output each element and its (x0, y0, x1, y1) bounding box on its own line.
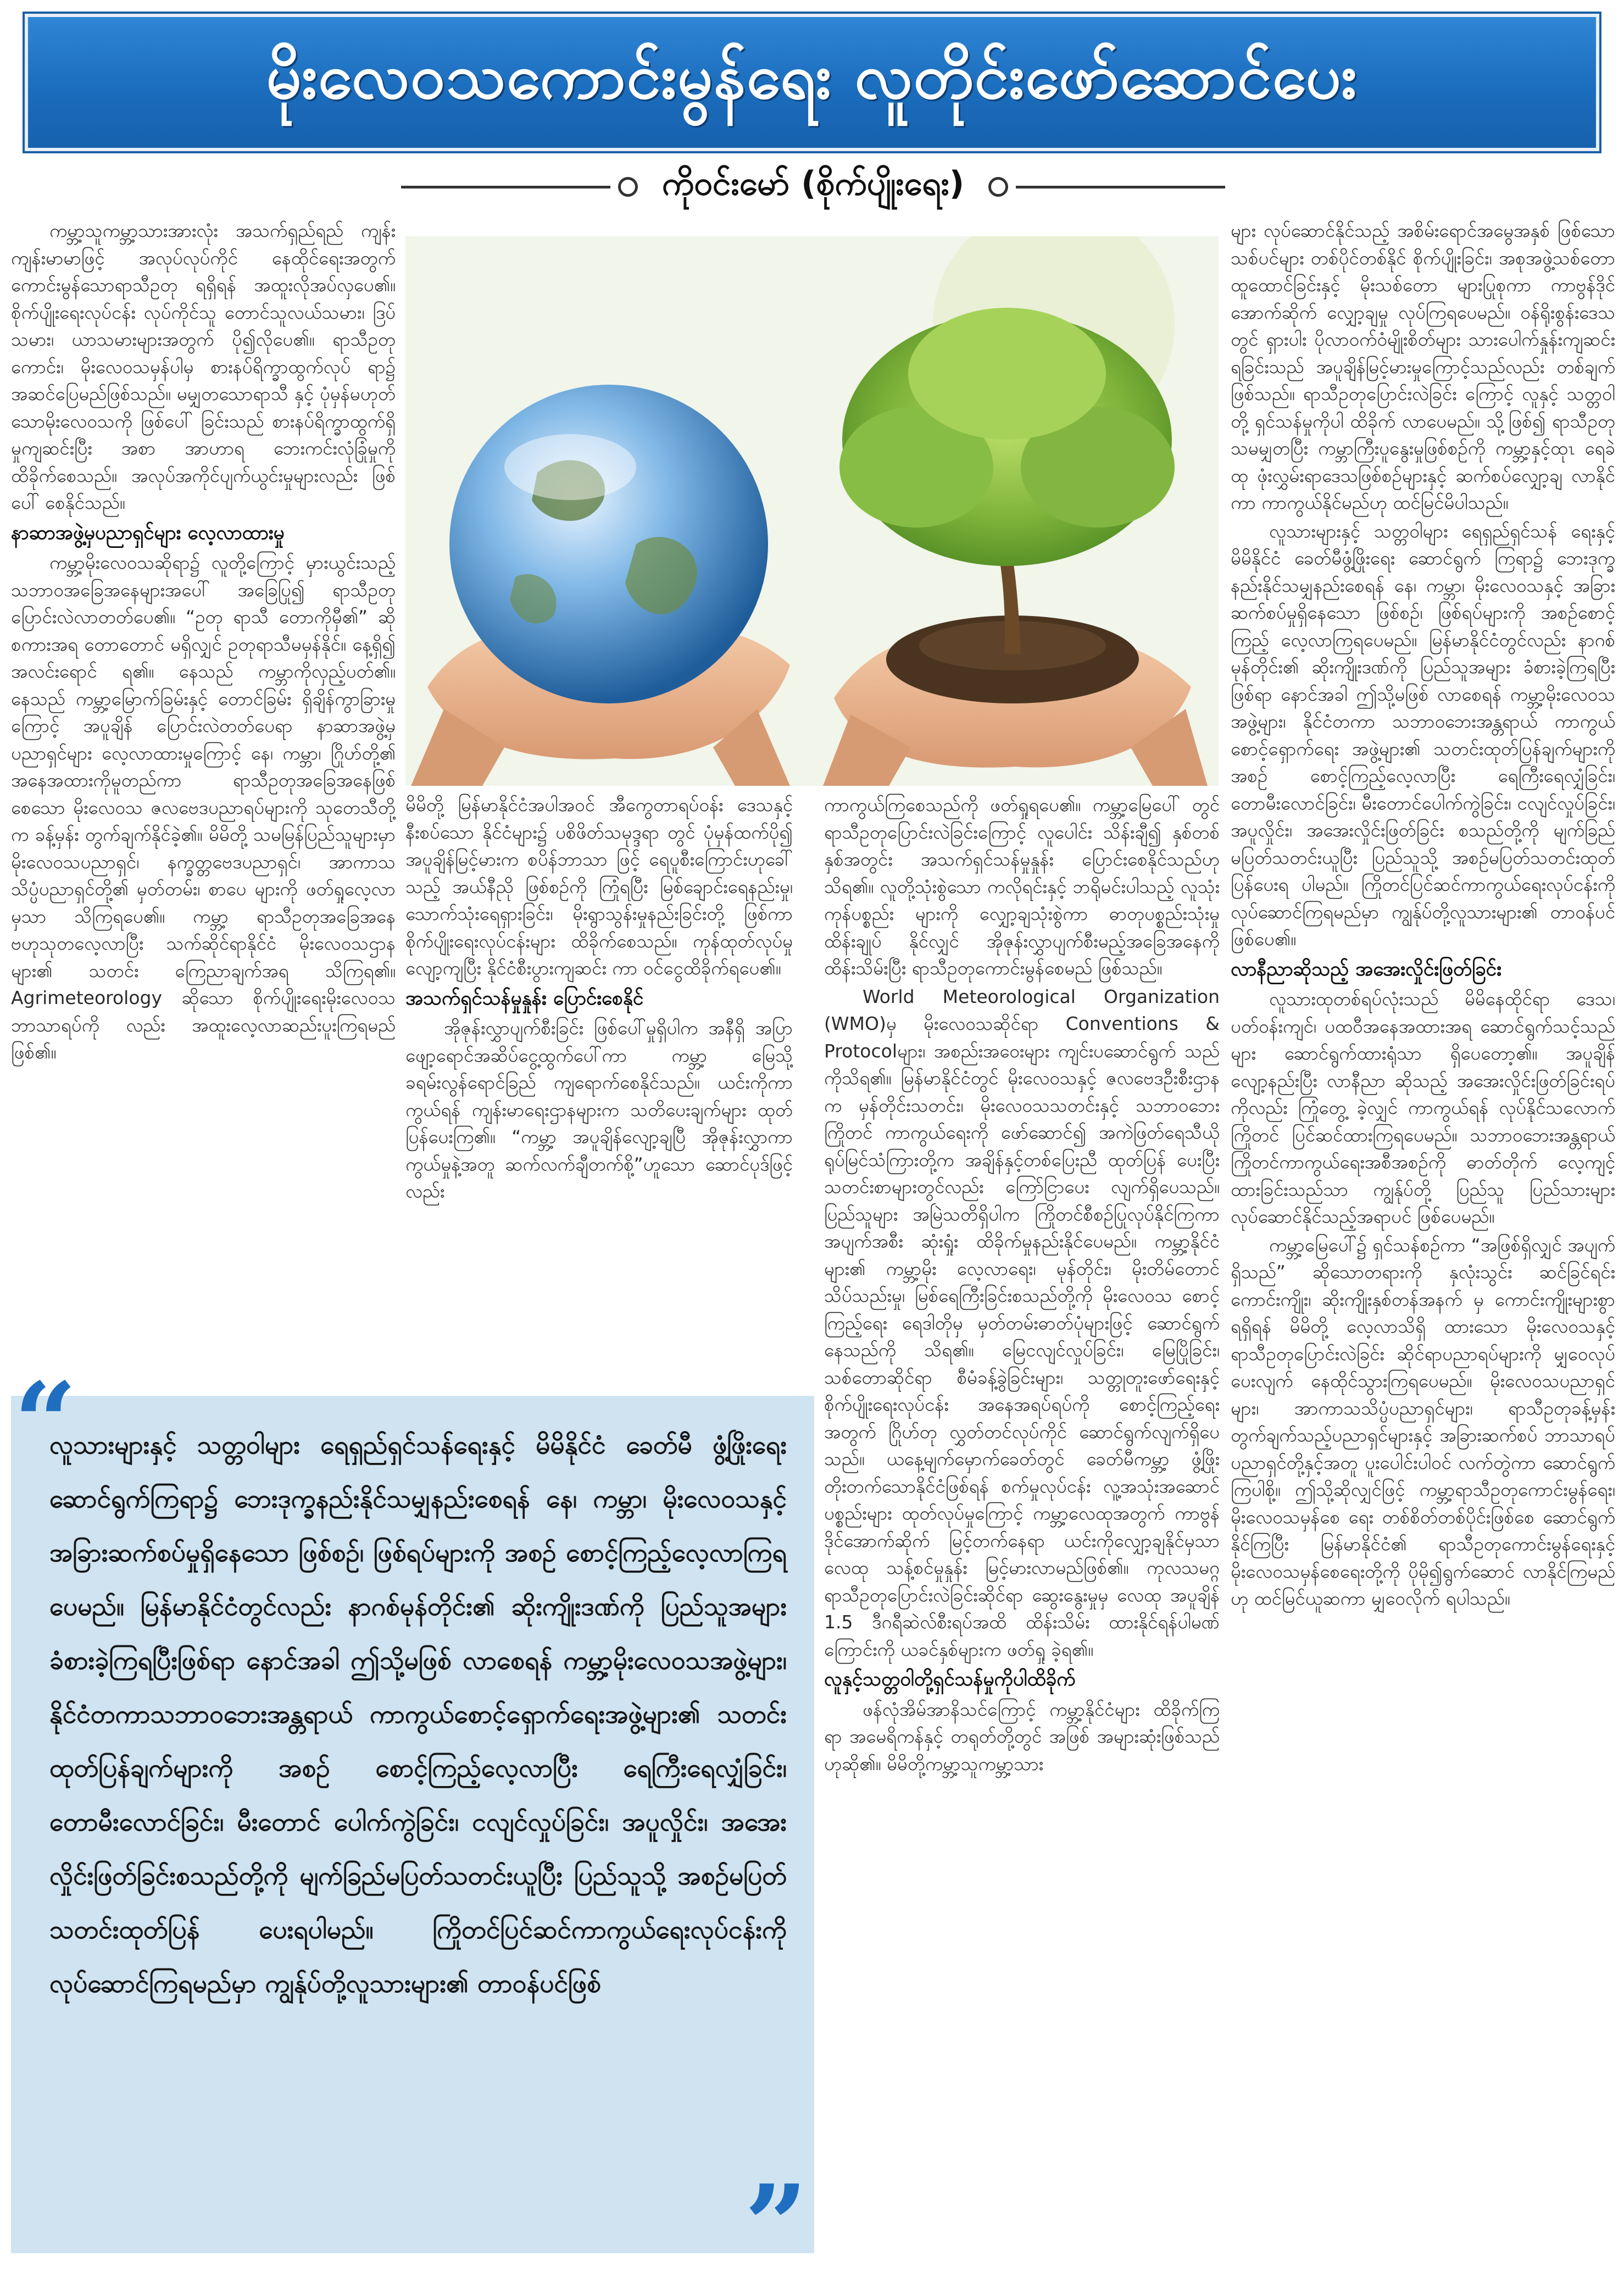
left-quote-icon: “ (14, 1359, 77, 1488)
paragraph: World Meteorological Organization (WMO)မှ မိုးလေဝသဆိုင်ရာ Conventions & Protocolများ၊ အစည်းအဝေးများ ကျင်းပဆောင်ရွက် သည်ကိုသိရ၏။ မြန်မာနိုင်ငံတွင် မိုးလေဝသနှင့် ဇလဗေဒဦးစီးဌာနက မှန်တိုင်းသတင်း၊ မိုးလေဝသသတင်းနှင့် သဘာဝဘေး ကြိုတင် ကာကွယ်ရေးကို ဖော်ဆောင်၍ အကဲဖြတ်ရေသီယို ရုပ်မြင်သံကြားတို့က အချိန်နှင့်တစ်ပြေးညီ ထုတ်ပြန် ပေးပြီး သတင်းစာများတွင်လည်း ကြော်ငြာပေး လျက်ရှိပေသည်။ ပြည်သူများ အမြဲသတိရှိပါက ကြိုတင်စီစဉ်ပြုလုပ်နိုင်ကြကာ အပျက်အစီး ဆုံးရှုံး ထိခိုက်မှုနည်းနိုင်ပေမည်။ ကမ္ဘာ့နိုင်ငံများ၏ ကမ္ဘာ့မိုး လေ့လာရေး၊ မုန်တိုင်း၊ မိုးတိမ်တောင်သိပ်သည်းမှု၊ မြစ်ရေကြီးခြင်းစသည်တို့ကို မိုးလေဝသ စောင့်ကြည့်ရေး ရေဒါတိုမှ မှတ်တမ်းဓာတ်ပုံများဖြင့် ဆောင်ရွက်နေသည်ကို သိရ၏။ မြေငလျင်လှုပ်ခြင်း၊ မြေပြိုခြင်း၊ သစ်တောဆိုင်ရာ စီမံခန့်ခွဲခြင်းများ၊ သတ္တုတူးဖော်ရေးနှင့် စိုက်ပျိုးရေးလုပ်ငန်း အနေအရပ်ရပ်ကို စောင့်ကြည့်ရေးအတွက် ဂြိုဟ်တု လွှတ်တင်လုပ်ကိုင် ဆောင်ရွက်လျက်ရှိပေသည်။ ယနေ့မျက်မှောက်ခေတ်တွင် ခေတ်မီကမ္ဘာ့ ဖွံ့ဖြိုး တိုးတက်သောနိုင်ငံဖြစ်ရန် စက်မှုလုပ်ငန်း လူ့အသုံးအဆောင်ပစ္စည်းများ ထုတ်လုပ်မှုကြောင့် ကမ္ဘာ့လေထုအတွက် ကာဗွန်ဒိုင်အောက်ဆိုက် မြင့်တက်နေရာ ယင်းကိုလျှော့ချနိုင်မှသာ လေထု သန့်စင်မှုနှုန်း မြင့်မားလာမည်ဖြစ်၏။ ကုလသမဂ္ဂ ရာသီဥတုပြောင်းလဲခြင်းဆိုင်ရာ ဆွေးနွေးမှုမှ လေထု အပူချိန် 1.5 ဒီဂရီဆဲလ်စီးရပ်အထိ ထိန်းသိမ်း ထားနိုင်ရန်ပါမဏ်ကြောင်းကို ယခင်နှစ်များက ဖတ်ရှု ခဲ့ရ၏။ (824, 985, 1220, 1660)
paragraph: လူသားများနှင့် သတ္တဝါများ ရေရှည်ရှင်သန် ရေးနှင့် မိမိနိုင်ငံ ခေတ်မီဖွံ့ဖြိုးရေး ဆောင်ရွက် ကြရာ၌ ဘေးဒုက္ခနည်းနိုင်သမျှနည်းစေရန် နေ၊ ကမ္ဘာ၊ မိုးလေဝသနှင့် အခြားဆက်စပ်မှုရှိနေသော ဖြစ်စဉ်၊ ဖြစ်ရပ်များကို အစဉ်စောင့်ကြည့် လေ့လာကြရပေမည်။ မြန်မာနိုင်ငံတွင်လည်း နာဂစ်မုန်တိုင်း၏ ဆိုးကျိုးဒဏ်ကို ပြည်သူအများ ခံစားခဲ့ကြရပြီးဖြစ်ရာ နောင်အခါ ဤသို့မဖြစ် လာစေရန် ကမ္ဘာ့မိုးလေဝသအဖွဲ့များ၊ နိုင်ငံတကာ သဘာဝဘေးအန္တရာယ် ကာကွယ်စောင့်ရှောက်ရေး အဖွဲ့များ၏ သတင်းထုတ်ပြန်ချက်များကို အစဉ် စောင့်ကြည့်လေ့လာပြီး ရေကြီးရေလျှံခြင်း၊ တောမီးလောင်ခြင်း၊ မီးတောင်ပေါက်ကွဲခြင်း၊ ငလျင်လှုပ်ခြင်း၊ အပူလှိုင်း၊ အအေးလှိုင်းဖြတ်ခြင်း စသည်တို့ကို မျက်ခြည်မပြတ်သတင်းယူပြီး ပြည်သူသို့ အစဉ်မပြတ်သတင်းထုတ်ပြန်ပေးရ ပါမည်။ ကြိုတင်ပြင်ဆင်ကာကွယ်ရေးလုပ်ငန်းကို လုပ်ဆောင်ကြရမည်မှာ ကျွန်ုပ်တို့လူသားများ၏ တာဝန်ပင်ဖြစ်ပေ၏။ (1231, 520, 1615, 950)
right-quote-icon: ” (744, 2161, 808, 2290)
article-column-4 (1231, 217, 1615, 2253)
subheading: လာနီညာဆိုသည့် အအေးလှိုင်းဖြတ်ခြင်း (1231, 958, 1501, 980)
article-column-2 (405, 791, 793, 1388)
globe-and-tree-photo (405, 236, 1219, 786)
pull-quote-text: လူသားများနှင့် သတ္တဝါများ ရေရှည်ရှင်သန်ရေးနှင့် မိမိနိုင်ငံ ခေတ်မီ ဖွံ့ဖြိုးရေး ဆောင်ရွက်ကြရာ၌ ဘေးဒုက္ခနည်းနိုင်သမျှနည်းစေရန် နေ၊ ကမ္ဘာ၊ မိုးလေဝသနှင့် အခြားဆက်စပ်မှုရှိနေသော ဖြစ်စဉ်၊ ဖြစ်ရပ်များကို အစဉ် စောင့်ကြည့်လေ့လာကြရပေမည်။ မြန်မာနိုင်ငံတွင်လည်း နာဂစ်မုန်တိုင်း၏ ဆိုးကျိုးဒဏ်ကို ပြည်သူအများ ခံစားခဲ့ကြရပြီးဖြစ်ရာ နောင်အခါ ဤသို့မဖြစ် လာစေရန် ကမ္ဘာ့မိုးလေဝသအဖွဲ့များ၊ နိုင်ငံတကာသဘာဝဘေးအန္တရာယ် ကာကွယ်စောင့်ရှောက်ရေးအဖွဲ့များ၏ သတင်းထုတ်ပြန်ချက်များကို အစဉ် စောင့်ကြည့်လေ့လာပြီး ရေကြီးရေလျှံခြင်း၊ တောမီးလောင်ခြင်း၊ မီးတောင် ပေါက်ကွဲခြင်း၊ ငလျင်လှုပ်ခြင်း၊ အပူလှိုင်း၊ အအေးလှိုင်းဖြတ်ခြင်းစသည်တို့ကို မျက်ခြည်မပြတ်သတင်းယူပြီး ပြည်သူသို့ အစဉ်မပြတ် သတင်းထုတ်ပြန် ပေးရပါမည်။ ကြိုတင်ပြင်ဆင်ကာကွယ်ရေးလုပ်ငန်းကို လုပ်ဆောင်ကြရမည်မှာ ကျွန်ုပ်တို့လူသားများ၏ တာဝန်ပင်ဖြစ် (49, 1430, 787, 1998)
headline: မိုးလေဝသကောင်းမွန်ရေး လူတိုင်းဖော်ဆောင်ပေး (266, 41, 1358, 113)
byline-ornament-right (988, 177, 1008, 197)
subheading: လူနှင့်သတ္တဝါတို့ရှင်သန်မှုကိုပါထိခိုက် (824, 1668, 1076, 1690)
globe (449, 385, 768, 703)
subheading: နာဆာအဖွဲ့မှပညာရှင်များ လေ့လာထားမှု (11, 522, 285, 544)
paragraph: မိမိတို့ မြန်မာနိုင်ငံအပါအဝင် အီကွေတာရပ်ဝန်း ဒေသနှင့်နီးစပ်သော နိုင်ငံများ၌ ပစိဖိတ်သမုဒ္ဒရာ တွင် ပုံမှန်ထက်ပို၍ အပူချိန်မြင့်မားက စပိန်ဘာသာ ဖြင့် ရေပူစီးကြောင်းဟုခေါ်သည့် အယ်နီညို ဖြစ်စဉ်ကို ကြုံရပြီး မြစ်ချောင်းရေနည်းမှု၊ သောက်သုံးရေရှားခြင်း၊ မိုးရွာသွန်းမှုနည်းခြင်းတို့ ဖြစ်ကာ စိုက်ပျိုးရေးလုပ်ငန်းများ ထိခိုက်စေသည်။ ကုန်ထုတ်လုပ်မှုလျော့ကျပြီး နိုင်ငံစီးပွားကျဆင်း ကာ ဝင်ငွေထိခိုက်ရပေ၏။ (405, 794, 793, 979)
article-column-3 (824, 791, 1220, 2253)
paragraph: ဖန်လုံအိမ်အာနိသင်ကြောင့် ကမ္ဘာ့နိုင်ငံများ ထိခိုက်ကြရာ အမေရိကန်နှင့် တရုတ်တို့တွင် အဖြစ် အများဆုံးဖြစ်သည်ဟုဆို၏။ မိမိတို့ကမ္ဘာ့သူကမ္ဘာ့သား (824, 1698, 1220, 1775)
byline-ornament-left (618, 177, 638, 197)
byline-rule-left (401, 186, 610, 188)
author-name: ကိုဝင်းမော် (စိုက်ပျိုးရေး) (661, 164, 965, 203)
subheading: အသက်ရှင်သန်မှုနှုန်း ပြောင်းစေနိုင် (405, 987, 644, 1010)
paragraph: ကမ္ဘာ့မိုးလေဝသဆိုရာ၌ လူတို့ကြောင့် မှားယွင်းသည့် သဘာဝအခြေအနေများအပေါ် အခြေပြု၍ ရာသီဥတုပြောင်းလဲလာတတ်ပေ၏။ “ဥတု ရာသီ တောကိုမှီ၏” ဆိုစကားအရ တောတောင် မရှိလျှင် ဥတုရာသီမမှန်နိုင်။ နေ့ရှိ၍ အလင်းရောင် ရ၏။ နေသည် ကမ္ဘာကိုလှည့်ပတ်၏။ နေသည် ကမ္ဘာ့မြောက်ခြမ်းနှင့် တောင်ခြမ်း ရှိချိန်ကွာခြားမှု ကြောင့် အပူချိန် ပြောင်းလဲတတ်ပေရာ နာဆာအဖွဲ့မှ ပညာရှင်များ လေ့လာထားမှုကြောင့် နေ၊ ကမ္ဘာ၊ ဂြိုဟ်တို့၏ အနေအထားကိုမူတည်ကာ ရာသီဥတုအခြေအနေဖြစ်စေသော မိုးလေဝသ ဇလဗေဒပညာရပ်များကို သုတေသီတို့က ခန့်မှန်း တွက်ချက်နိုင်ခဲ့၏။ မိမိတို့ သမမြန်ပြည်သူများမှာ မိုးလေဝသပညာရှင်၊ နက္ခတ္တဗေဒပညာရှင်၊ အာကာသသိပ္ပံပညာရှင်တို့၏ မှတ်တမ်း၊ စာပေ များကို ဖတ်ရှုလေ့လာမှသာ သိကြရပေ၏။ ကမ္ဘာ့ ရာသီဥတုအခြေအနေ ဗဟုသုတလေ့လာပြီး သက်ဆိုင်ရာနိုင်ငံ မိုးလေဝသဌာနများ၏ သတင်း ကြေညာချက်အရ သိကြရ၏။ Agrimeteorology ဆိုသော စိုက်ပျိုးရေးမိုးလေဝသဘာသာရပ်ကို လည်း အထူးလေ့လာဆည်းပူးကြရမည်ဖြစ်၏။ (11, 552, 396, 1063)
article-column-1 (11, 217, 396, 1385)
paragraph: ကာကွယ်ကြစေသည်ကို ဖတ်ရှုရပေ၏။ ကမ္ဘာ့မြေပေါ် တွင် ရာသီဥတုပြောင်းလဲခြင်းကြောင့် လူပေါင်း သိန်းချီ၍ နှစ်တစ်နှစ်အတွင်း အသက်ရှင်သန်မှုနှုန်း ပြောင်းစေနိုင်သည်ဟု သိရ၏။ လူတို့သုံးစွဲသော ကလိုရင်းနှင့် ဘရိုမင်းပါသည့် လူသုံးကုန်ပစ္စည်း များကို လျှော့ချသုံးစွဲကာ ဓာတုပစ္စည်းသုံးမှုထိန်းချုပ် နိုင်လျှင် အိုဇုန်းလွှာပျက်စီးမည့်အခြေအနေကို ထိန်းသိမ်းပြီး ရာသီဥတုကောင်းမွန်စေမည် ဖြစ်သည်။ (824, 794, 1220, 979)
byline-rule-right (1016, 186, 1225, 188)
paragraph: ကမ္ဘာ့မြေပေါ်၌ ရှင်သန်စဉ်ကာ “အဖြစ်ရှိလျှင် အပျက်ရှိသည်” ဆိုသောတရားကို နှလုံးသွင်း ဆင်ခြင်ရင်း ကောင်းကျိုး၊ ဆိုးကျိုးနှစ်တန်အနက် မှ ကောင်းကျိုးများစွာရရှိရန် မိမိတို့ လေ့လာသိရှိ ထားသော မိုးလေဝသနှင့် ရာသီဥတုပြောင်းလဲခြင်း ဆိုင်ရာပညာရပ်များကို မျှဝေလုပ်ပေးလျက် နေထိုင်သွားကြရပေမည်။ မိုးလေဝသပညာရှင်များ၊ အာကာသသိပ္ပံပညာရှင်များ၊ ရာသီဥတုခန့်မှန်း တွက်ချက်သည့်ပညာရှင်များနှင့် အခြားဆက်စပ် ဘာသာရပ်ပညာရှင်တို့နှင့်အတူ ပူးပေါင်းပါဝင် လက်တွဲကာ ဆောင်ရွက်ကြပါစို့။ ဤသို့ဆိုလျှင်ဖြင့် ကမ္ဘာ့ရာသီဥတုကောင်းမွန်ရေး၊ မိုးလေဝသမှန်စေ ရေး တစ်စိတ်တစ်ပိုင်းဖြစ်စေ ဆောင်ရွက်နိုင်ကြပြီး မြန်မာနိုင်ငံ၏ ရာသီဥတုကောင်းမွန်ရေးနှင့် မိုးလေဝသမှန်စေရေးတို့ကို ပိုမို၍ရွက်ဆောင် လာနိုင်ကြမည်ဟု ထင်မြင်ယူဆကာ မျှဝေလိုက် ရပါသည်။ (1231, 1234, 1615, 1609)
paragraph: များ လုပ်ဆောင်နိုင်သည့် အစိမ်းရောင်အမွေအနှစ် ဖြစ်သော သစ်ပင်များ တစ်ပိုင်တစ်နိုင် စိုက်ပျိုးခြင်း၊ အစုအဖွဲ့သစ်တောထူထောင်ခြင်းနှင့် မိုးသစ်တော များပြုစုကာ ကာဗွန်ဒိုင်အောက်ဆိုက် လျှော့ချမှု လုပ်ကြရပေမည်။ ဝန်ရိုးစွန်းဒေသတွင် ရှားပါး ပိုလာဝက်ဝံမျိုးစိတ်များ သားပေါက်နှုန်းကျဆင်း ရခြင်းသည် အပူချိန်မြင့်မားမှုကြောင့်သည်လည်း တစ်ချက် ဖြစ်သည်။ ရာသီဥတုပြောင်းလဲခြင်း ကြောင့် လူနှင့် သတ္တဝါတို့ ရှင်သန်မှုကိုပါ ထိခိုက် လာပေမည်။ သို့ဖြစ်၍ ရာသီဥတု သမမျှတပြီး ကမ္ဘာကြီးပူနွေးမှုဖြစ်စဉ်ကို ကမ္ဘာ့နှင့်ထုၤ ရေခဲထု ဖုံးလွှမ်းရာဒေသဖြစ်စဉ်များနှင့် ဆက်စပ်လျှော့ချ လာနိုင်ကာ ကာကွယ်နိုင်မည်ဟု ထင်မြင်မိပါသည်။ (1231, 220, 1615, 513)
paragraph: လူသားထုတစ်ရပ်လုံးသည် မိမိနေထိုင်ရာ ဒေသ၊ ပတ်ဝန်းကျင်၊ ပထဝီအနေအထားအရ ဆောင်ရွက်သင့်သည်များ ဆောင်ရွက်ထားရုံသာ ရှိပေတော့၏။ အပူချိန်လျော့နည်းပြီး လာနီညာ ဆိုသည့် အအေးလှိုင်းဖြတ်ခြင်းရပ်ကိုလည်း ကြုံတွေ့ ခဲ့လျှင် ကာကွယ်ရန် လုပ်နိုင်သလောက် ကြိုတင် ပြင်ဆင်ထားကြရပေမည်။ သဘာဝဘေးအန္တရာယ် ကြိုတင်ကာကွယ်ရေးအစီအစဉ်ကို ဓာတ်တိုက် လေ့ကျင့်ထားခြင်းသည်သာ ကျွန်ုပ်တို့ ပြည်သူ ပြည်သားများ လုပ်ဆောင်နိုင်သည့်အရာပင် ဖြစ်ပေမည်။ (1231, 988, 1615, 1227)
headline-banner (25, 14, 1599, 151)
paragraph: အိုဇုန်းလွှာပျက်စီးခြင်း ဖြစ်ပေါ်မှုရှိပါက အနီရှိ အပြာဖျော့ရောင်အဆိပ်ငွေ့ထွက်ပေါ်ကာ ကမ္ဘာ့ မြေသို့ ခရမ်းလွန်ရောင်ခြည် ကျရောက်စေနိုင်သည်။ ယင်းကိုကာကွယ်ရန် ကျန်းမာရေးဌာနများက သတိပေးချက်များ ထုတ်ပြန်ပေးကြ၏။ “ကမ္ဘာ့ အပူချိန်လျော့ချပြီ အိုဇုန်းလွှာကာကွယ်မှုနဲ့အတူ ဆက်လက်ချီတက်စို့”ဟူသော ဆောင်ပုဒ်ဖြင့်လည်း (405, 1017, 793, 1202)
paragraph: ကမ္ဘာ့သူကမ္ဘာ့သားအားလုံး အသက်ရှည်ရည် ကျန်းကျန်းမာမာဖြင့် အလုပ်လုပ်ကိုင် နေထိုင်ရေးအတွက် ကောင်းမွန်သောရာသီဥတု ရရှိရန် အထူးလိုအပ်လှပေ၏။ စိုက်ပျိုးရေးလုပ်ငန်း လုပ်ကိုင်သူ တောင်သူလယ်သမား၊ ဒြပ်သမား၊ ယာသမားများအတွက် ပို၍လိုပေ၏။ ရာသီဥတု ကောင်း၊ မိုးလေဝသမှန်ပါမှ စားနပ်ရိက္ခာထွက်လုပ် ရာ၌ အဆင်ပြေမည်ဖြစ်သည်။ မမျှတသောရာသီ နှင့် ပုံမှန်မဟုတ်သောမိုးလေဝသကို ဖြစ်ပေါ် ခြင်းသည် စားနပ်ရိက္ခာထွက်ရှိမှုကျဆင်းပြီး အစာ အာဟာရ ဘေးကင်းလုံခြုံမှုကို ထိခိုက်စေသည်။ အလုပ်အကိုင်ပျက်ယွင်းမှုများလည်း ဖြစ်ပေါ် စေနိုင်သည်။ (11, 220, 396, 513)
pull-quote-box (11, 1396, 814, 2253)
byline (401, 165, 1225, 209)
